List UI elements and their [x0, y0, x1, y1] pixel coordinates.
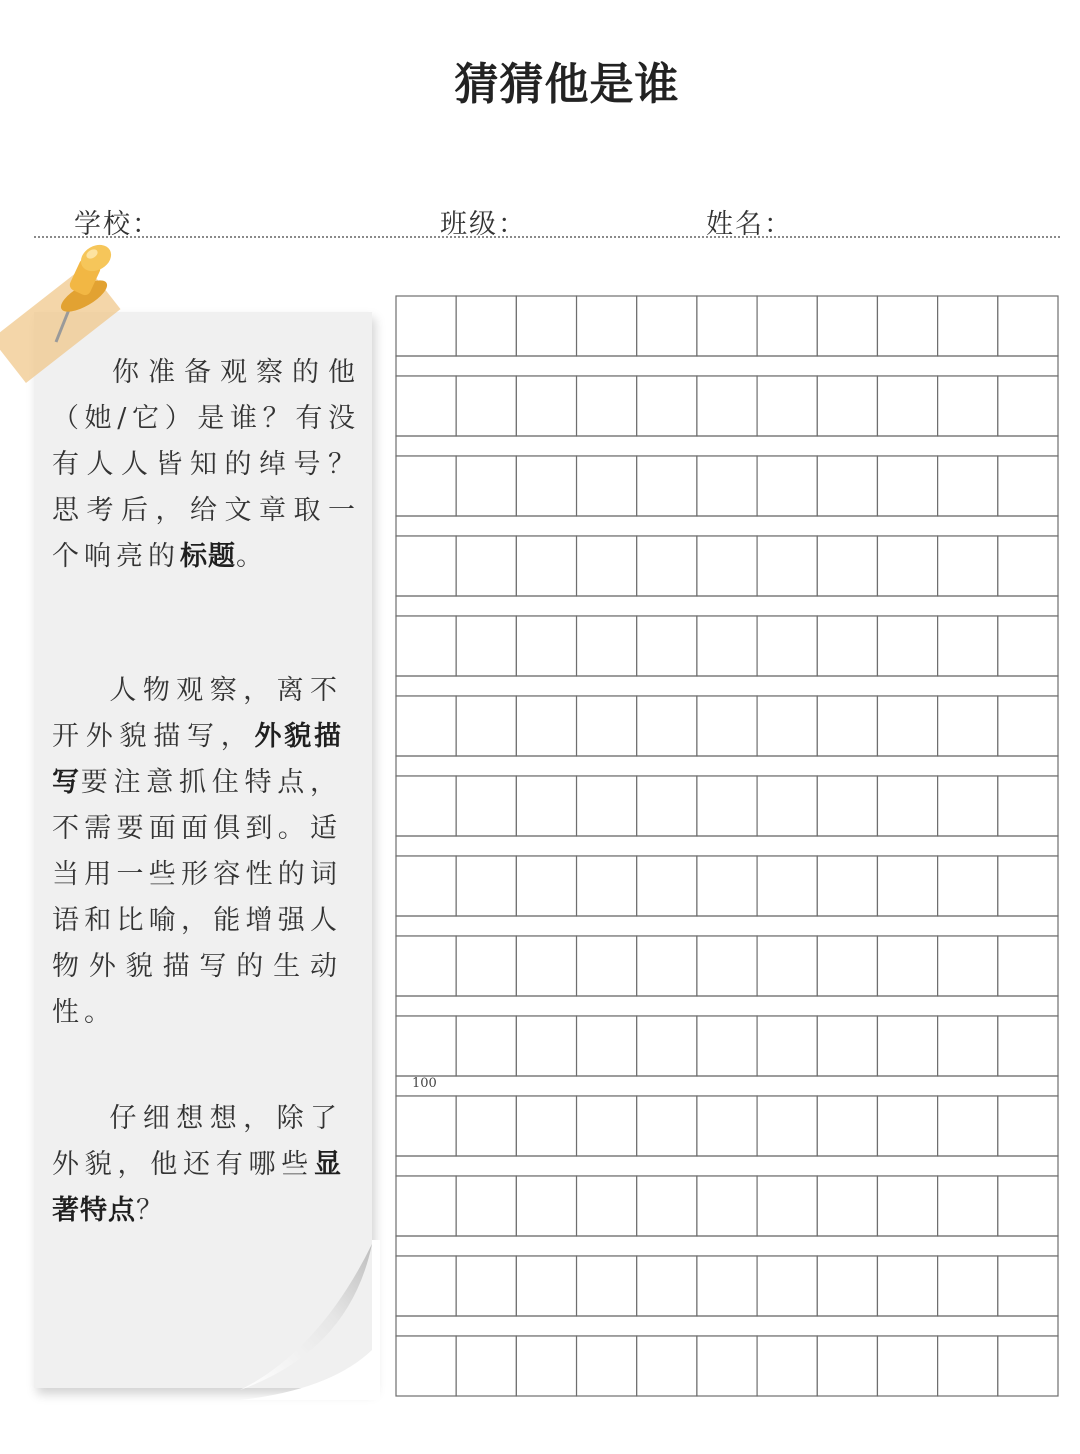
grid-cell[interactable] — [396, 936, 456, 996]
grid-cell[interactable] — [757, 376, 817, 436]
grid-row-gap — [396, 676, 1058, 696]
grid-row[interactable] — [396, 616, 1058, 676]
grid-cell[interactable] — [637, 296, 697, 356]
grid-cell[interactable] — [877, 696, 937, 756]
student-info-row — [0, 200, 1080, 240]
tip-paragraph-appearance — [52, 668, 342, 1036]
grid-cell[interactable] — [938, 616, 998, 676]
grid-row-gap — [396, 1316, 1058, 1336]
tip-keyword: 外貌描写 — [52, 721, 342, 798]
grid-cell[interactable] — [516, 1096, 576, 1156]
grid-cell[interactable] — [817, 1096, 877, 1156]
grid-cell[interactable] — [998, 696, 1058, 756]
grid-cell[interactable] — [877, 376, 937, 436]
grid-cell[interactable] — [577, 376, 637, 436]
grid-cell[interactable] — [697, 456, 757, 516]
tip-text: 人物观察，离不开外貌描写， — [52, 675, 342, 752]
grid-cell[interactable] — [396, 1176, 456, 1236]
grid-cell[interactable] — [877, 616, 937, 676]
grid-cell[interactable] — [998, 1096, 1058, 1156]
grid-row[interactable] — [396, 1016, 1058, 1076]
grid-cell[interactable] — [877, 1176, 937, 1236]
grid-cell[interactable] — [577, 1256, 637, 1316]
grid-row-gap — [396, 1076, 1058, 1096]
grid-cell[interactable] — [938, 1336, 998, 1396]
grid-cell[interactable] — [516, 936, 576, 996]
grid-cell[interactable] — [516, 1176, 576, 1236]
grid-cell[interactable] — [396, 616, 456, 676]
grid-cell[interactable] — [877, 456, 937, 516]
grid-cell[interactable] — [516, 456, 576, 516]
grid-cell[interactable] — [577, 456, 637, 516]
grid-cell[interactable] — [396, 776, 456, 836]
grid-row-gap — [396, 596, 1058, 616]
grid-row[interactable] — [396, 296, 1058, 356]
grid-cell[interactable] — [577, 1096, 637, 1156]
grid-cell[interactable] — [577, 1176, 637, 1236]
grid-cell[interactable] — [456, 616, 516, 676]
grid-cell[interactable] — [396, 536, 456, 596]
grid-cell[interactable] — [577, 616, 637, 676]
grid-cell[interactable] — [456, 1096, 516, 1156]
grid-row-gap — [396, 1156, 1058, 1176]
grid-cell[interactable] — [697, 296, 757, 356]
grid-cell[interactable] — [817, 456, 877, 516]
grid-cell[interactable] — [757, 856, 817, 916]
grid-cell[interactable] — [938, 856, 998, 916]
school-label: 学校： — [74, 209, 161, 240]
grid-row[interactable] — [396, 1176, 1058, 1236]
grid-cell[interactable] — [396, 1256, 456, 1316]
grid-cell[interactable] — [757, 1016, 817, 1076]
grid-cell[interactable] — [757, 1176, 817, 1236]
grid-cell[interactable] — [938, 376, 998, 436]
grid-cell[interactable] — [817, 536, 877, 596]
grid-cell[interactable] — [757, 536, 817, 596]
grid-cell[interactable] — [757, 456, 817, 516]
grid-row[interactable] — [396, 696, 1058, 756]
grid-cell[interactable] — [396, 696, 456, 756]
grid-cell[interactable] — [577, 776, 637, 836]
grid-cell[interactable] — [938, 696, 998, 756]
grid-row[interactable] — [396, 1256, 1058, 1316]
grid-cell[interactable] — [396, 296, 456, 356]
grid-cell[interactable] — [456, 1176, 516, 1236]
grid-cell[interactable] — [877, 1096, 937, 1156]
grid-cell[interactable] — [637, 376, 697, 436]
grid-cell[interactable] — [998, 616, 1058, 676]
grid-cell[interactable] — [697, 1176, 757, 1236]
grid-cell[interactable] — [877, 1016, 937, 1076]
grid-cell[interactable] — [938, 1016, 998, 1076]
grid-row-gap — [396, 516, 1058, 536]
class-label: 班级： — [440, 209, 527, 240]
grid-cell[interactable] — [697, 1016, 757, 1076]
grid-row-gap — [396, 916, 1058, 936]
grid-cell[interactable] — [637, 696, 697, 756]
grid-row[interactable] — [396, 936, 1058, 996]
grid-cell[interactable] — [637, 1336, 697, 1396]
grid-cell[interactable] — [998, 376, 1058, 436]
grid-row-gap — [396, 1236, 1058, 1256]
grid-row[interactable] — [396, 536, 1058, 596]
paper-curl-icon — [240, 1240, 380, 1400]
writing-grid[interactable] — [395, 295, 1060, 1397]
grid-row-gap — [396, 436, 1058, 456]
grid-cell[interactable] — [938, 776, 998, 836]
word-count-marker: 100 — [412, 1076, 437, 1091]
grid-cell[interactable] — [817, 1256, 877, 1316]
grid-cell[interactable] — [938, 1096, 998, 1156]
grid-cell[interactable] — [456, 1336, 516, 1396]
grid-cell[interactable] — [877, 856, 937, 916]
grid-cell[interactable] — [516, 616, 576, 676]
grid-cell[interactable] — [697, 616, 757, 676]
grid-cell[interactable] — [938, 1256, 998, 1316]
grid-cell[interactable] — [456, 376, 516, 436]
grid-cell[interactable] — [637, 456, 697, 516]
grid-cell[interactable] — [817, 376, 877, 436]
grid-cell[interactable] — [637, 856, 697, 916]
grid-cell[interactable] — [757, 1096, 817, 1156]
grid-cell[interactable] — [456, 456, 516, 516]
grid-cell[interactable] — [456, 536, 516, 596]
grid-cell[interactable] — [998, 856, 1058, 916]
grid-cell[interactable] — [938, 1176, 998, 1236]
grid-cell[interactable] — [757, 936, 817, 996]
grid-cell[interactable] — [998, 456, 1058, 516]
grid-cell[interactable] — [998, 1016, 1058, 1076]
grid-cell[interactable] — [697, 536, 757, 596]
grid-row[interactable] — [396, 856, 1058, 916]
grid-cell[interactable] — [877, 776, 937, 836]
grid-cell[interactable] — [637, 1016, 697, 1076]
page-title: 猜猜他是谁 — [454, 59, 680, 110]
grid-cell[interactable] — [577, 936, 637, 996]
grid-cell[interactable] — [456, 776, 516, 836]
grid-cell[interactable] — [516, 296, 576, 356]
tip-keyword: 显著特点 — [52, 1149, 342, 1226]
grid-cell[interactable] — [637, 776, 697, 836]
tip-paragraph-title — [52, 350, 360, 580]
info-dotted-line — [34, 236, 1060, 238]
grid-cell[interactable] — [396, 1096, 456, 1156]
push-pin-icon — [44, 238, 124, 358]
grid-cell[interactable] — [817, 616, 877, 676]
grid-cell[interactable] — [757, 616, 817, 676]
grid-cell[interactable] — [516, 696, 576, 756]
grid-cell[interactable] — [877, 1336, 937, 1396]
grid-cell[interactable] — [877, 936, 937, 996]
grid-row-gap — [396, 356, 1058, 376]
grid-row[interactable] — [396, 456, 1058, 516]
grid-cell[interactable] — [757, 696, 817, 756]
grid-cell[interactable] — [697, 376, 757, 436]
grid-cell[interactable] — [817, 856, 877, 916]
grid-cell[interactable] — [877, 1256, 937, 1316]
grid-cell[interactable] — [637, 1256, 697, 1316]
grid-cell[interactable] — [637, 1096, 697, 1156]
grid-cell[interactable] — [998, 1176, 1058, 1236]
grid-cell[interactable] — [516, 1256, 576, 1316]
grid-cell[interactable] — [817, 1016, 877, 1076]
grid-cell[interactable] — [697, 936, 757, 996]
grid-cell[interactable] — [938, 536, 998, 596]
grid-cell[interactable] — [577, 1336, 637, 1396]
grid-cell[interactable] — [637, 536, 697, 596]
grid-cell[interactable] — [817, 776, 877, 836]
grid-cell[interactable] — [998, 296, 1058, 356]
grid-cell[interactable] — [456, 1016, 516, 1076]
grid-cell[interactable] — [697, 1096, 757, 1156]
grid-cell[interactable] — [577, 1016, 637, 1076]
grid-cell[interactable] — [757, 776, 817, 836]
tip-paragraph-features — [52, 1096, 342, 1234]
grid-cell[interactable] — [757, 1336, 817, 1396]
grid-cell[interactable] — [396, 456, 456, 516]
tip-text: 要注意抓住特点，不需要面面俱到。适当用一些形容性的词语和比喻，能增强人物外貌描写的生动性。 — [52, 767, 342, 1028]
name-label: 姓名： — [706, 209, 793, 240]
grid-cell[interactable] — [516, 536, 576, 596]
tip-keyword: 标题 — [180, 541, 236, 572]
grid-cell[interactable] — [877, 536, 937, 596]
grid-cell[interactable] — [516, 776, 576, 836]
grid-cell[interactable] — [998, 1336, 1058, 1396]
grid-cell[interactable] — [516, 1016, 576, 1076]
grid-cell[interactable] — [697, 1256, 757, 1316]
grid-cell[interactable] — [998, 936, 1058, 996]
grid-cell[interactable] — [637, 616, 697, 676]
grid-cell[interactable] — [396, 1016, 456, 1076]
grid-cell[interactable] — [757, 296, 817, 356]
grid-cell[interactable] — [757, 1256, 817, 1316]
grid-cell[interactable] — [577, 856, 637, 916]
grid-row[interactable] — [396, 1096, 1058, 1156]
grid-row-gap — [396, 996, 1058, 1016]
grid-cell[interactable] — [637, 1176, 697, 1236]
grid-cell[interactable] — [577, 536, 637, 596]
grid-cell[interactable] — [938, 936, 998, 996]
grid-row-gap — [396, 756, 1058, 776]
grid-cell[interactable] — [396, 1336, 456, 1396]
grid-cell[interactable] — [456, 856, 516, 916]
grid-cell[interactable] — [938, 456, 998, 516]
grid-cell[interactable] — [456, 296, 516, 356]
grid-cell[interactable] — [817, 1336, 877, 1396]
grid-cell[interactable] — [516, 856, 576, 916]
grid-row[interactable] — [396, 376, 1058, 436]
grid-cell[interactable] — [817, 1176, 877, 1236]
grid-cell[interactable] — [998, 776, 1058, 836]
grid-cell[interactable] — [817, 696, 877, 756]
grid-cell[interactable] — [938, 296, 998, 356]
grid-cell[interactable] — [697, 1336, 757, 1396]
grid-cell[interactable] — [577, 696, 637, 756]
grid-cell[interactable] — [516, 1336, 576, 1396]
grid-cell[interactable] — [817, 296, 877, 356]
tip-text: 你准备观察的他（她/它）是谁？有没有人人皆知的绰号？思考后，给文章取一个响亮的 — [52, 357, 360, 572]
grid-cell[interactable] — [697, 776, 757, 836]
grid-cell[interactable] — [516, 376, 576, 436]
grid-cell[interactable] — [998, 1256, 1058, 1316]
grid-cell[interactable] — [877, 296, 937, 356]
grid-cell[interactable] — [637, 936, 697, 996]
tip-text: 。 — [236, 541, 268, 572]
tip-text: 仔细想想，除了外貌，他还有哪些 — [52, 1103, 342, 1180]
grid-row[interactable] — [396, 1336, 1058, 1396]
grid-row[interactable] — [396, 776, 1058, 836]
grid-cell[interactable] — [456, 696, 516, 756]
grid-cell[interactable] — [396, 856, 456, 916]
grid-cell[interactable] — [456, 1256, 516, 1316]
grid-cell[interactable] — [456, 936, 516, 996]
tip-text: ？ — [136, 1195, 168, 1226]
grid-cell[interactable] — [697, 696, 757, 756]
grid-cell[interactable] — [998, 536, 1058, 596]
grid-cell[interactable] — [697, 856, 757, 916]
grid-cell[interactable] — [577, 296, 637, 356]
grid-row-gap — [396, 836, 1058, 856]
grid-cell[interactable] — [817, 936, 877, 996]
grid-cell[interactable] — [396, 376, 456, 436]
